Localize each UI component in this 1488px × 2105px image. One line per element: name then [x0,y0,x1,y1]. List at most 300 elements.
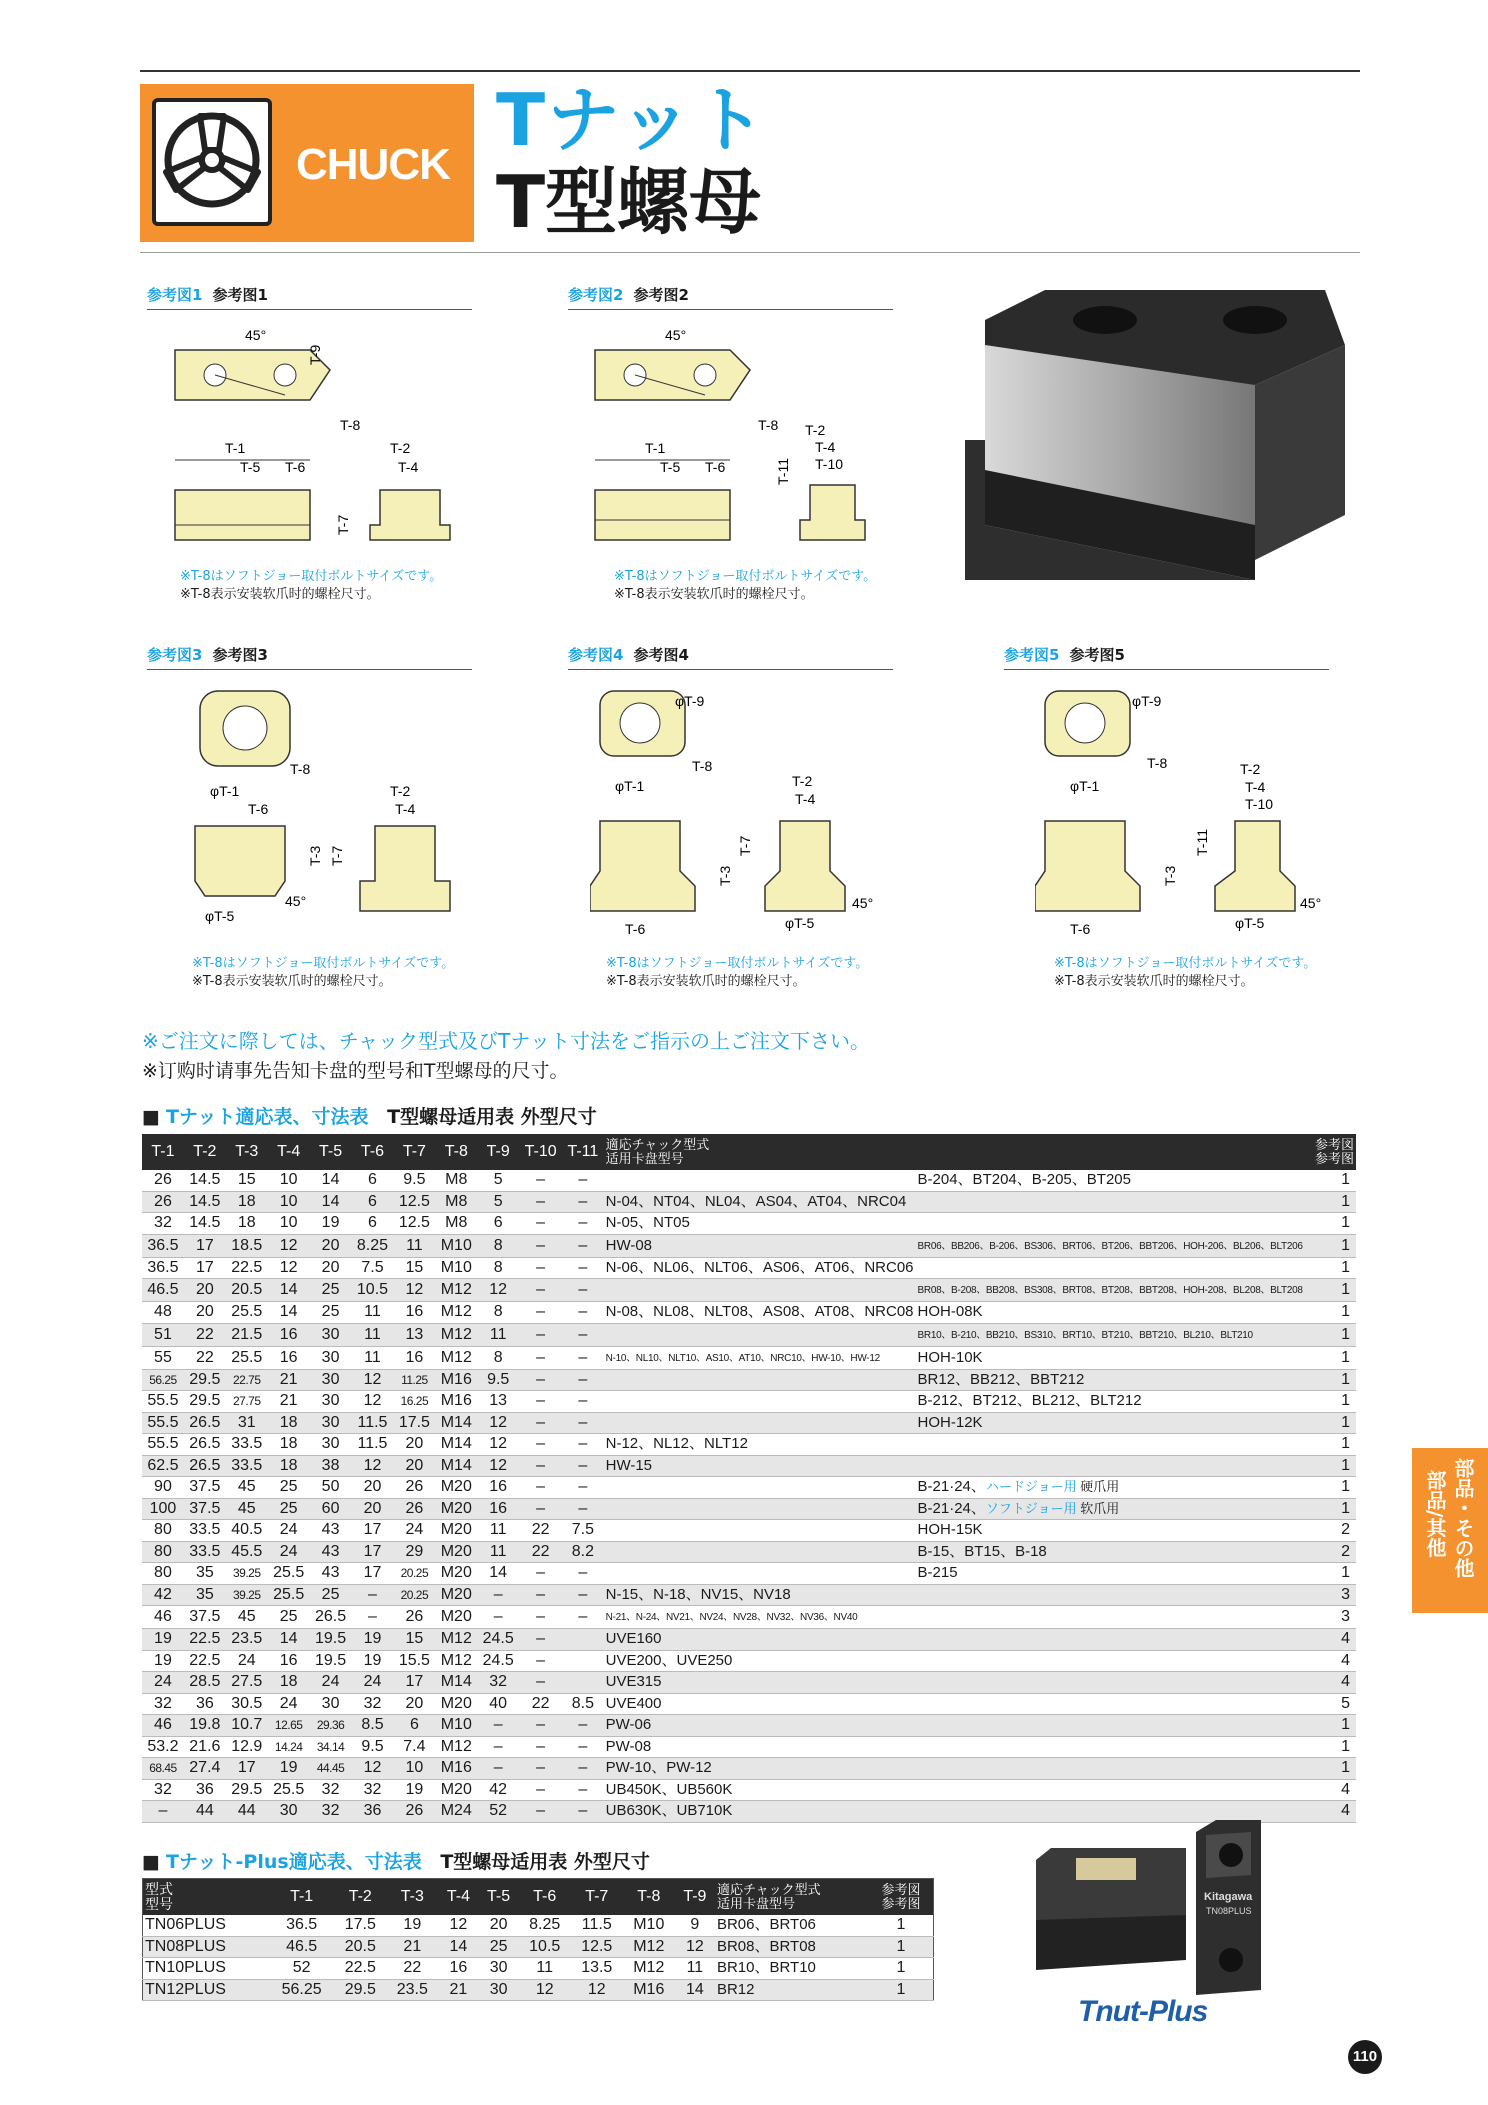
t1-model-cell [604,1541,916,1563]
t1-cell: 45 [226,1498,268,1520]
t1-cell: 17 [184,1234,226,1257]
t1-cell: – [519,1346,562,1369]
t1-cell: 19 [268,1758,310,1780]
fig1-t6-label: T-6 [285,459,306,475]
t1-cell: 6 [352,1170,394,1191]
t1-ref-cell: 1 [1305,1434,1356,1456]
t1-cell: 18 [268,1672,310,1694]
t1-cell: 21 [268,1391,310,1413]
fig4-t3-label: T-3 [717,865,733,886]
t1-cell: 18 [268,1455,310,1477]
t1-cell: – [519,1584,562,1606]
t1-cell: 52 [477,1801,519,1823]
t1-model-cell-2 [916,1563,1305,1585]
t2-ref-header-cn: 参考图 [881,1896,921,1911]
t1-cell: 12.5 [393,1191,435,1213]
t1-model-text: HOH-10K [917,1348,983,1366]
t1-cell: – [519,1412,562,1434]
t2-ref-cell: 1 [869,1958,934,1980]
t1-cell: – [562,1758,604,1780]
t1-cell: – [519,1323,562,1346]
figure-4-number-cn: 参考图4 [633,646,689,664]
t1-cell: M8 [435,1213,477,1235]
t1-cell: 16 [393,1346,435,1369]
t1-cell: 14 [310,1191,352,1213]
t2-model-header-cn: 适用卡盘型号 [716,1896,795,1911]
t1-cell: 20 [184,1279,226,1302]
table2-title-cn: T型螺母适用表 外型尺寸 [440,1851,650,1873]
t1-cell: 12.9 [226,1736,268,1758]
t1-cell: – [562,1302,604,1324]
t1-cell: 37.5 [184,1606,226,1629]
t1-cell: M20 [435,1477,477,1499]
t1-model-cell [604,1191,916,1213]
chuck-icon [152,98,272,226]
t1-model-cell [604,1213,916,1235]
fig3-phi-t1-label: φT-1 [210,783,240,799]
t1-cell: 26.5 [310,1606,352,1629]
fig1-t7-label: T-7 [335,514,351,535]
t1-ref-cell: 1 [1305,1563,1356,1585]
t1-cell: 31 [226,1412,268,1434]
figure-4-caption [568,644,893,670]
fig2-angle-label: 45° [665,327,687,343]
fig4-t8-label: T-8 [692,758,713,774]
t1-cell: 11 [477,1323,519,1346]
t1-ref-cell: 2 [1305,1520,1356,1542]
t1-model-text: B-21·24、 [917,1478,986,1496]
t1-cell: 16.25 [393,1391,435,1413]
t1-model-cell [604,1302,916,1324]
t1-cell: – [519,1498,562,1520]
t1-cell: 37.5 [184,1477,226,1499]
t1-cell: 20 [393,1455,435,1477]
t1-cell: 44 [184,1801,226,1823]
t2-cell: 9 [675,1915,715,1936]
t1-cell: – [519,1801,562,1823]
fig1-t1-label: T-1 [225,440,246,456]
t1-cell: 22 [519,1693,562,1715]
t1-cell: 24 [310,1672,352,1694]
t1-row [142,1693,1356,1715]
t1-ref-cell: 4 [1305,1672,1356,1694]
figure-1-number-cn: 参考图1 [212,286,268,304]
t1-cell: 10.5 [352,1279,394,1302]
t2-type-cell: TN06PLUS [143,1915,270,1936]
t1-row [142,1563,1356,1585]
t2-cell: 12 [675,1936,715,1958]
t1-cell: 24 [268,1541,310,1563]
t1-model-cell [604,1758,916,1780]
t1-cell: 17.5 [393,1412,435,1434]
t1-cell: 26 [393,1498,435,1520]
t1-cell: 20 [310,1257,352,1279]
t1-cell: 60 [310,1498,352,1520]
t1-cell: – [352,1584,394,1606]
t1-cell: 50 [310,1477,352,1499]
t1-cell: M16 [435,1369,477,1391]
tnut-plus-brand: Kitagawa [1204,1891,1253,1903]
table2-title: ■ Tナット-Plus適応表、寸法表 T型螺母适用表 外型尺寸 [142,1851,650,1873]
t1-cell: – [562,1498,604,1520]
t1-model-cell [604,1584,916,1606]
t1-model-header-jp: 適応チャック型式 [605,1137,710,1152]
t1-cell: 30 [310,1346,352,1369]
fig1-t8-label: T-8 [340,417,361,433]
t1-cell: – [519,1672,562,1694]
fig4-angle-label: 45° [852,895,874,911]
t1-cell: M20 [435,1584,477,1606]
t1-cell: 11 [477,1541,519,1563]
t1-cell: 7.4 [393,1736,435,1758]
t1-ref-cell: 1 [1305,1257,1356,1279]
t1-ref-cell: 4 [1305,1779,1356,1801]
t1-model-cell-2 [916,1323,1305,1346]
t1-cell: 8.2 [562,1541,604,1563]
t1-cell: 16 [393,1302,435,1324]
t1-cell: 15.5 [393,1650,435,1672]
t1-cell: – [519,1563,562,1585]
t1-cell: M8 [435,1170,477,1191]
t1-model-text: UB450K、UB560K [605,1780,733,1798]
t1-model-header-cn: 适用卡盘型号 [605,1151,684,1166]
t1-model-cell [604,1498,916,1520]
t2-type-cell: TN12PLUS [143,1979,270,2001]
t1-row [142,1584,1356,1606]
t1-cell: 30 [310,1434,352,1456]
tnut-plus-table [142,1878,934,2001]
fig5-t4-label: T-4 [1245,779,1266,795]
fig2-t8-label: T-8 [758,417,779,433]
t1-cell: 16 [477,1498,519,1520]
t1-cell: M20 [435,1693,477,1715]
t1-cell: – [519,1369,562,1391]
t2-cell: 20 [479,1915,519,1936]
t1-cell: 18 [268,1434,310,1456]
t1-cell: 8 [477,1346,519,1369]
t1-cell: – [519,1629,562,1651]
t1-cell: 27.75 [226,1391,268,1413]
fig5-t11-label: T-11 [1194,829,1210,856]
tnut-photo [965,290,1345,580]
t1-ref-cell: 1 [1305,1498,1356,1520]
t1-cell: 32 [142,1213,184,1235]
t1-ref-cell: 4 [1305,1801,1356,1823]
t1-model-text: PW-06 [605,1716,652,1734]
t1-ref-header-cn: 参考图 [1314,1151,1354,1166]
t1-cell: 12 [352,1758,394,1780]
t1-model-text: B-204、BT204、B-205、BT205 [917,1171,1131,1189]
t2-model-cell: BR12 [715,1979,869,2001]
t1-cell: 16 [268,1323,310,1346]
t2-model-header [715,1879,869,1916]
t1-model-text: UVE315 [605,1673,662,1691]
t2-model-cell: BR10、BRT10 [715,1958,869,1980]
t1-cell: 7.5 [562,1520,604,1542]
t1-cell: – [562,1213,604,1235]
figure-5-number: 参考図5 [1004,646,1060,664]
t1-cell: 29.36 [310,1715,352,1737]
t1-cell: M14 [435,1455,477,1477]
t1-cell: 11 [477,1520,519,1542]
figure-2-number: 参考図2 [568,286,624,304]
t1-cell: 19 [352,1629,394,1651]
figure-3-number: 参考図3 [147,646,203,664]
t1-model-cell [604,1606,916,1629]
figure-5-note-cn: ※T-8表示安装软爪时的螺栓尺寸。 [1054,974,1254,989]
t1-cell: 8.5 [352,1715,394,1737]
t1-cell: – [519,1650,562,1672]
fig4-t7-label: T-7 [737,835,753,856]
t1-model-text: HOH-15K [917,1521,983,1539]
figure-4-drawing [590,686,890,946]
figure-3-caption [147,644,472,670]
t1-cell: 5 [477,1170,519,1191]
t1-cell: 29.5 [184,1391,226,1413]
t1-cell: 46.5 [142,1279,184,1302]
t2-row [143,1958,934,1980]
t1-cell: – [562,1801,604,1823]
t1-cell: – [519,1434,562,1456]
t2-cell: M16 [623,1979,675,2001]
t1-cell: 53.2 [142,1736,184,1758]
t1-cell: – [562,1323,604,1346]
t1-model-cell-2 [916,1779,1305,1801]
t1-cell: 7.5 [352,1257,394,1279]
t1-cell: 36 [184,1779,226,1801]
side-tab-parts[interactable] [1412,1448,1488,1613]
t1-model-cell [604,1563,916,1585]
tnut-plus-photo [1036,1820,1266,2020]
t2-type-header-jp: 型式 [145,1881,173,1897]
t1-cell: 40.5 [226,1520,268,1542]
t1-cell: – [562,1779,604,1801]
t2-col-header: T-2 [334,1879,386,1916]
t1-col-header: T-4 [268,1134,310,1170]
t1-cell: 12 [477,1455,519,1477]
t2-type-header [143,1879,270,1916]
t1-cell: 11 [352,1323,394,1346]
t1-cell: M10 [435,1715,477,1737]
t1-model-text: N-12、NL12、NLT12 [605,1435,748,1453]
t1-row [142,1191,1356,1213]
t1-row [142,1234,1356,1257]
figure-2-note-jp: ※T-8はソフトジョー取付ボルトサイズです。 [614,569,877,584]
figure-5-drawing [1035,686,1335,946]
t1-cell: 32 [310,1779,352,1801]
figure-2-note [614,568,876,604]
t1-row [142,1279,1356,1302]
t1-cell: 17 [352,1563,394,1585]
t1-model-cell-2 [916,1346,1305,1369]
t1-model-text-small: BR08、B-208、BB208、BS308、BRT08、BT208、BBT208、HOH-208、BL208、BLT208 [917,1285,1303,1296]
t1-row [142,1257,1356,1279]
t1-cell: 20 [184,1302,226,1324]
t1-model-text: B-215 [917,1564,958,1582]
t1-cell: 14.24 [268,1736,310,1758]
t1-col-header: T-8 [435,1134,477,1170]
t1-cell: – [519,1455,562,1477]
t1-cell [562,1650,604,1672]
t1-cell: – [477,1584,519,1606]
t1-ref-cell: 1 [1305,1279,1356,1302]
t2-cell: 12 [519,1979,571,2001]
t1-cell: 6 [477,1213,519,1235]
t1-cell: 20 [393,1434,435,1456]
t1-cell: 80 [142,1563,184,1585]
t1-cell: 26.5 [184,1412,226,1434]
t1-cell: M10 [435,1257,477,1279]
t1-cell: 12 [352,1455,394,1477]
t1-row [142,1477,1356,1499]
t1-cell: 29.5 [184,1369,226,1391]
t1-cell: 22 [184,1323,226,1346]
t1-model-cell-2 [916,1715,1305,1737]
t1-cell: 11 [352,1346,394,1369]
t2-cell: 30 [479,1958,519,1980]
t1-cell: M12 [435,1323,477,1346]
t2-ref-cell: 1 [869,1915,934,1936]
fig1-t4-label: T-4 [398,459,419,475]
t1-model-text: N-04、NT04、NL04、AS04、AT04、NRC04 [605,1192,907,1210]
t1-cell: 29 [393,1541,435,1563]
t1-ref-cell: 1 [1305,1170,1356,1191]
t1-cell: 22.5 [184,1629,226,1651]
t1-cell: 17 [352,1541,394,1563]
t1-model-text: HOH-08K [917,1303,983,1321]
table2-title-jp: Tナット-Plus適応表、寸法表 [165,1851,422,1873]
t1-cell: M10 [435,1234,477,1257]
t1-cell: 12 [393,1279,435,1302]
table1-title-jp: Tナット適応表、寸法表 [165,1106,369,1128]
t1-cell: 21.6 [184,1736,226,1758]
t2-cell: 30 [479,1979,519,2001]
t1-cell: 8.5 [562,1693,604,1715]
t1-cell: 26.5 [184,1434,226,1456]
t1-cell: 24 [226,1650,268,1672]
t1-cell: – [477,1758,519,1780]
t1-row [142,1412,1356,1434]
t1-cell: 45.5 [226,1541,268,1563]
t1-row [142,1346,1356,1369]
t1-cell: – [562,1191,604,1213]
t1-cell: 20.25 [393,1563,435,1585]
t1-cell: M20 [435,1779,477,1801]
fig3-t7-label: T-7 [329,845,345,866]
t1-cell: 20 [393,1693,435,1715]
t1-cell: 55.5 [142,1412,184,1434]
t1-ref-cell: 1 [1305,1346,1356,1369]
t2-cell: 8.25 [519,1915,571,1936]
figure-3-note-jp: ※T-8はソフトジョー取付ボルトサイズです。 [192,956,455,971]
t1-model-cell [604,1323,916,1346]
t1-cell: 30 [310,1369,352,1391]
t1-cell: M8 [435,1191,477,1213]
figure-3-note-cn: ※T-8表示安装软爪时的螺栓尺寸。 [192,974,392,989]
t1-model-cell [604,1170,916,1191]
t1-cell: 15 [226,1170,268,1191]
t1-cell: M14 [435,1434,477,1456]
t1-cell: 25 [268,1498,310,1520]
figure-1-number: 参考図1 [147,286,203,304]
fig3-t6-label: T-6 [248,801,269,817]
t1-cell: 15 [393,1257,435,1279]
title-jp: Tナット [496,78,768,162]
t1-cell: 36 [352,1801,394,1823]
figure-1-note-cn: ※T-8表示安装软爪时的螺栓尺寸。 [180,587,380,602]
t1-row [142,1758,1356,1780]
t2-cell: 25 [479,1936,519,1958]
t1-cell: 8.25 [352,1234,394,1257]
t1-cell: – [562,1715,604,1737]
t1-model-text: B-21·24、 [917,1499,986,1517]
t1-cell: 26.5 [184,1455,226,1477]
t1-cell: 12.5 [393,1213,435,1235]
tnut-table [142,1134,1356,1823]
t1-model-text: HW-15 [605,1456,653,1474]
t1-model-text: N-08、NL08、NLT08、AS08、AT08、NRC08 [605,1303,914,1321]
t1-model-cell-2 [916,1455,1305,1477]
t1-cell: 24.5 [477,1650,519,1672]
t1-col-header: T-10 [519,1134,562,1170]
t1-col-header: T-3 [226,1134,268,1170]
t1-cell: M16 [435,1758,477,1780]
t2-col-header: T-7 [571,1879,623,1916]
t1-model-text: BR12、BB212、BBT212 [917,1370,1085,1388]
t1-model-cell-2 [916,1672,1305,1694]
t1-cell: – [562,1257,604,1279]
t1-model-text-small: N-21、N-24、NV21、NV24、NV28、NV32、NV36、NV40 [605,1612,858,1623]
t2-cell: 11 [675,1958,715,1980]
t1-cell: 14.5 [184,1191,226,1213]
t1-cell: M20 [435,1520,477,1542]
t1-cell: 27.4 [184,1758,226,1780]
t1-jaw-type-cn: 软爪用 [1076,1500,1120,1516]
t1-cell: 90 [142,1477,184,1499]
t1-model-cell-2 [916,1434,1305,1456]
t1-model-cell [604,1455,916,1477]
t1-cell: 18 [268,1412,310,1434]
t1-cell: – [519,1715,562,1737]
t1-cell: 20.5 [226,1279,268,1302]
t2-cell: 16 [438,1958,478,1980]
fig4-phi-t9-label: φT-9 [675,693,705,709]
t1-cell: 55.5 [142,1434,184,1456]
t1-ref-cell: 1 [1305,1391,1356,1413]
t1-ref-cell: 1 [1305,1369,1356,1391]
figure-1-drawing [170,325,470,565]
t1-cell: 8 [477,1302,519,1324]
t1-cell: M12 [435,1650,477,1672]
t1-cell: – [519,1279,562,1302]
order-note-jp: ※ご注文に際しては、チャック型式及びTナット寸法をご指示の上ご注文下さい。 [142,1029,870,1053]
t1-model-cell-2 [916,1758,1305,1780]
t2-ref-header-jp: 参考図 [881,1882,921,1897]
figure-2-caption [568,284,893,310]
t1-cell: 45 [226,1606,268,1629]
t1-cell: 18.5 [226,1234,268,1257]
t1-ref-cell: 3 [1305,1606,1356,1629]
t2-cell: 17.5 [334,1915,386,1936]
t1-cell: 34.14 [310,1736,352,1758]
t1-cell: M20 [435,1606,477,1629]
t1-cell: 19.5 [310,1629,352,1651]
t1-ref-cell: 1 [1305,1455,1356,1477]
t1-cell: 20 [352,1498,394,1520]
t1-cell: 12 [477,1412,519,1434]
figure-1-caption [147,284,472,310]
t1-cell: 14 [477,1563,519,1585]
